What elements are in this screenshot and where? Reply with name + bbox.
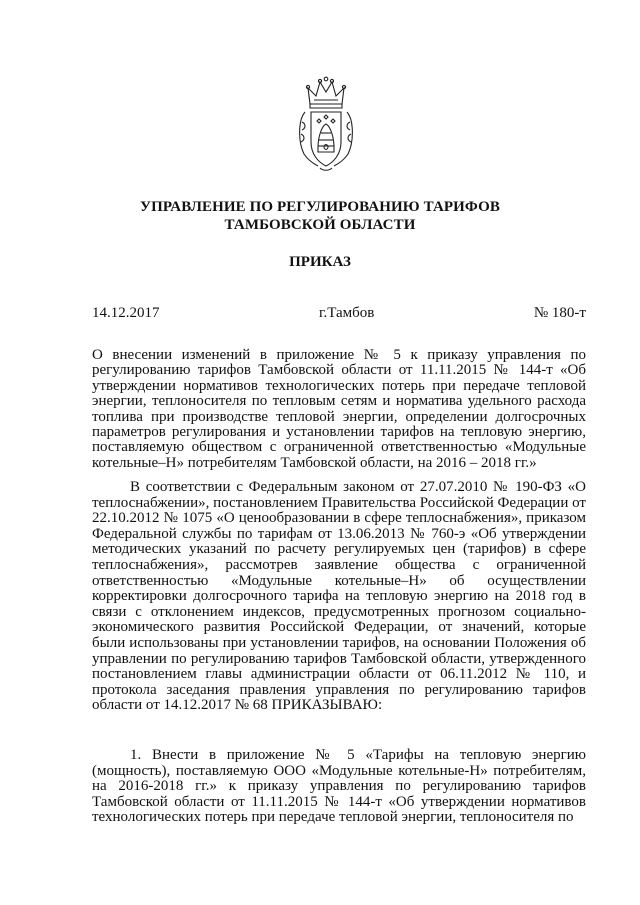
document-date: 14.12.2017 <box>92 305 160 321</box>
organization-name-line-2: ТАМБОВСКОЙ ОБЛАСТИ <box>224 217 416 233</box>
document-type-title: ПРИКАЗ <box>289 254 351 270</box>
document-number: № 180-т <box>533 305 586 321</box>
document-place: г.Тамбов <box>319 305 375 321</box>
order-item-1: 1. Внести в приложение № 5 «Тарифы на тепловую энергию (мощность), поставляемую ООО «Модульные котельные-Н» потребителям, на 2016-2018 гг.» к приказу управления по регулированию тарифов Тамбовской области от 11.11.2015 № 144-т «Об утверждении нормативов технологических потерь при передаче тепловой энергии, теплоносителя по <box>92 747 586 826</box>
preamble-paragraph: В соответствии с Федеральным законом от 27.07.2010 № 190-ФЗ «О теплоснабжении», постановлением Правительства Российской Федерации от 22.10.2012 № 1075 «О ценообразовании в сфере теплоснабжения», приказом Федеральной службы по тарифам от 13.06.2013 № 760-э «Об утверждении методических указаний по расчету регулируемых цен (тарифов) в сфере теплоснабжения», рассмотрев заявление общества с ограниченной ответственностью «Модульные котельные–Н» об осуществлении корректировки долгосрочного тарифа на тепловую энергию на 2018 год в связи с отклонением индексов, предусмотренных прогнозом социально-экономического развития Российской Федерации, от значений, которые были использованы при установлении тарифов, на основании Положения об управлении по регулированию тарифов Тамбовской области, утвержденного постановлением главы администрации области от 06.11.2012 № 110, и протокола заседания правления управления по регулированию тарифов области от 14.12.2017 № 68 ПРИКАЗЫВАЮ: <box>92 479 586 714</box>
organization-name-line-1: УПРАВЛЕНИЕ ПО РЕГУЛИРОВАНИЮ ТАРИФОВ <box>140 199 500 215</box>
document-meta-row <box>92 305 586 322</box>
organization-name <box>0 198 640 234</box>
order-subject: О внесении изменений в приложение № 5 к приказу управления по регулированию тарифов Тамбовской области от 11.11.2015 № 144-т «Об утверждении нормативов технологических потерь при передаче тепловой энергии, теплоносителя по тепловым сетям и норматива удельного расхода топлива при производстве тепловой энергии, определении долгосрочных параметров регулирования и установлении тарифов на тепловую энергию, поставляемую обществом с ограниченной ответственностью «Модульные котельные–Н» потребителям Тамбовской области, на 2016 – 2018 гг.» <box>92 347 586 471</box>
tambov-coat-of-arms-icon <box>296 76 356 174</box>
